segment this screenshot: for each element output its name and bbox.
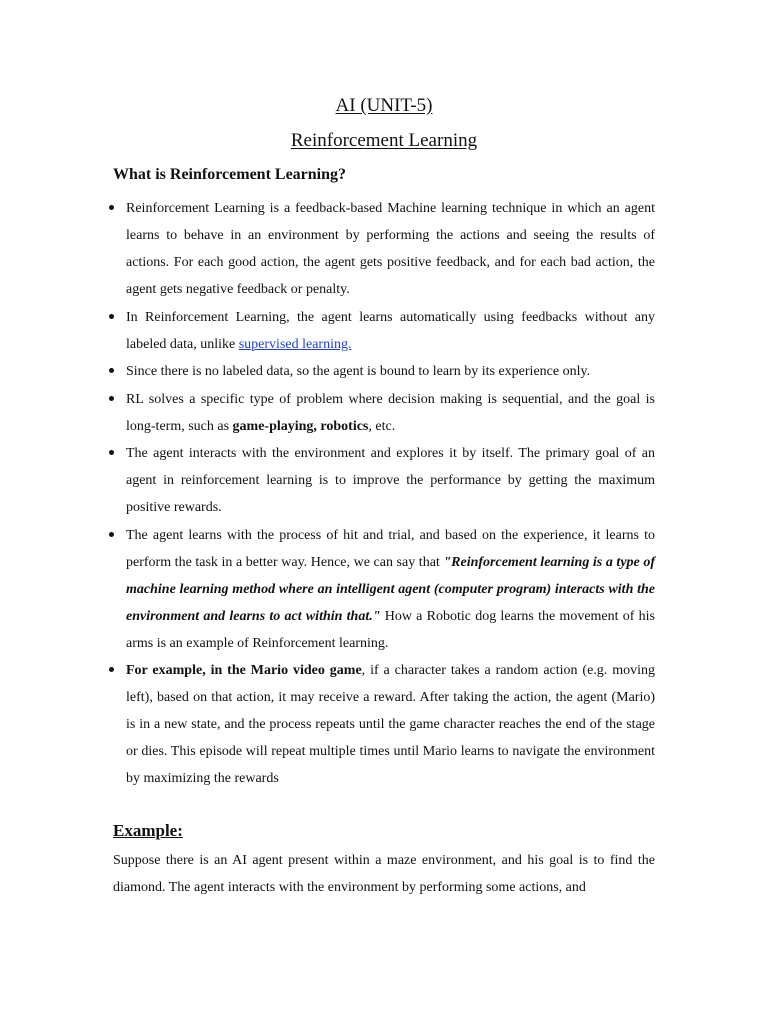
bullet-text: [126, 522, 655, 657]
document-title-unit: AI (UNIT-5): [335, 95, 433, 116]
definition-quote: "Reinforcement learning is a type of machine learning method where an intelligent agent (computer program) interacts with the environment and learns to act within that.": [126, 554, 655, 624]
list-item: [105, 304, 655, 358]
bullet-text: The agent interacts with the environment and explores it by itself. The primary goal of an agent in reinforcement learning is to improve the performance by getting the maximum positive rewards.: [126, 446, 655, 515]
bullet-text: Since there is no labeled data, so the agent is bound to learn by its experience only.: [126, 364, 591, 379]
document-title-topic: Reinforcement Learning: [290, 130, 478, 151]
bullet-icon: [109, 396, 114, 401]
bullet-icon: [109, 450, 114, 455]
bullet-icon: [109, 314, 114, 319]
bullet-icon: [109, 368, 114, 373]
bullet-text: Reinforcement Learning is a feedback-based Machine learning technique in which an agent learns to behave in an environment by performing the actions and seeing the results of actions. For each good action, the agent gets positive feedback, and for each bad action, the agent gets negative feedback or penalty.: [126, 201, 655, 297]
list-item: [105, 195, 655, 303]
bullet-text-part: , etc.: [368, 418, 396, 434]
bullet-text-part: , if a character takes a random action (e.g. moving left), based on that action, it may receive a reward. After taking the action, the agent (Mario) is in a new state, and the process repeats until the game character reaches the end of the stage or dies. This episode will repeat multiple times until Mario learns to navigate the environment by maximizing the rewards: [126, 663, 655, 786]
bullet-text: [126, 304, 655, 358]
bullet-icon: [109, 532, 114, 537]
section-heading: What is Reinforcement Learning?: [113, 166, 347, 183]
bullet-text: [126, 386, 655, 440]
bullet-bold-text: game-playing, robotics: [232, 418, 369, 434]
bullet-icon: [109, 667, 114, 672]
bullet-text-part: The agent learns with the process of hit and trial, and based on the experience, it learns to perform the task in a better way. Hence, we can say that: [126, 527, 655, 570]
bullet-text-part: In Reinforcement Learning, the agent learns automatically using feedbacks without any labeled data, unlike: [126, 309, 655, 352]
list-item: [105, 440, 655, 521]
bullet-icon: [109, 205, 114, 210]
bullet-text: [126, 657, 655, 792]
example-heading: Example:: [113, 821, 183, 840]
bullet-list: [105, 195, 655, 793]
example-paragraph: Suppose there is an AI agent present within a maze environment, and his goal is to find the diamond. The agent interacts with the environment by performing some actions, and: [113, 853, 655, 895]
list-item: [105, 358, 655, 385]
list-item: [105, 386, 655, 440]
bullet-text-part: How a Robotic dog learns the movement of his arms is an example of Reinforcement learning.: [126, 608, 655, 651]
bullet-text-part: RL solves a specific type of problem where decision making is sequential, and the goal is long-term, such as: [126, 391, 655, 434]
list-item: [105, 522, 655, 657]
bullet-bold-text: For example, in the Mario video game: [126, 663, 362, 678]
list-item: [105, 657, 655, 792]
supervised-learning-link[interactable]: supervised learning.: [238, 336, 352, 352]
